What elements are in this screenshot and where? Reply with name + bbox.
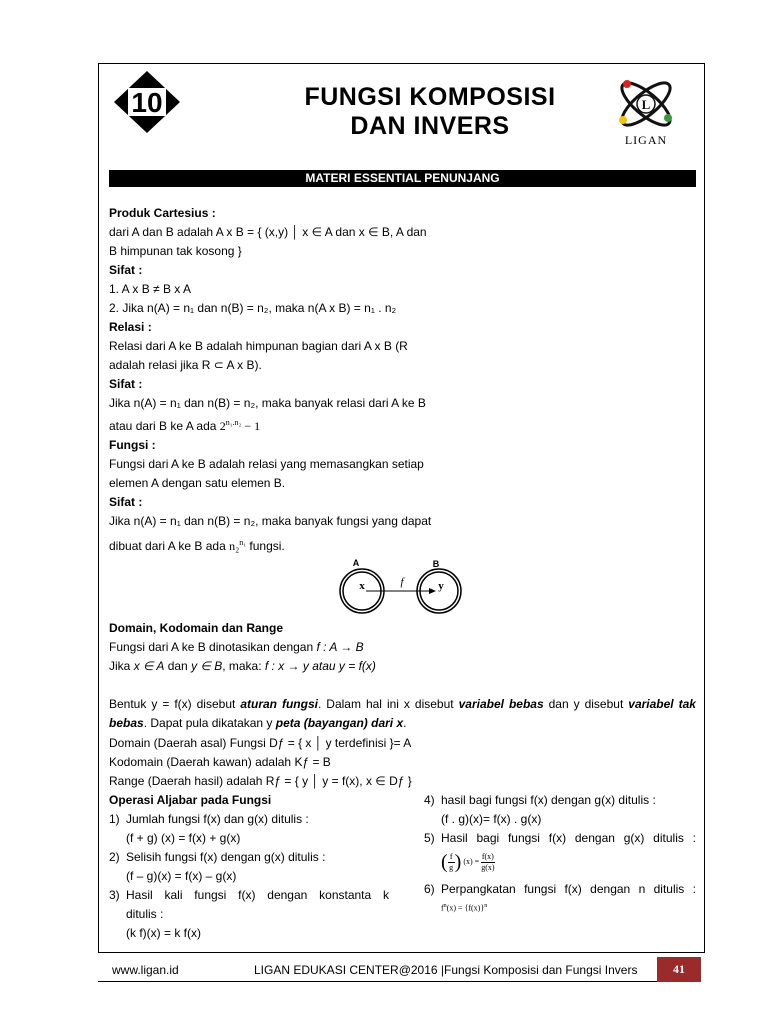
logo-text: LIGAN [624, 133, 668, 147]
power-base: f [441, 903, 444, 913]
operasi-heading: Operasi Aljabar pada Fungsi [109, 793, 272, 807]
domain-heading: Domain, Kodomain dan Range [109, 621, 284, 635]
list-item [424, 829, 696, 848]
list-item [109, 886, 389, 905]
left-column-content [109, 204, 449, 556]
relasi-sifat-line-1: Jika n(A) = n₁ dan n(B) = n₂, maka banyak relasi dari A ke B [109, 396, 426, 410]
bentuk-t1: Bentuk y = f(x) disebut [109, 697, 241, 711]
relasi-line-2: adalah relasi jika R ⊂ A x B). [109, 358, 262, 372]
chapter-diamond-icon [113, 70, 181, 134]
fraction-f: f [449, 851, 453, 861]
kodomain-definition: Kodomain (Daerah kawan) adalah Kƒ = B [109, 755, 331, 769]
relasi-formula-exp: n₁.n₂ [225, 418, 242, 427]
bentuk-paragraph [109, 695, 696, 733]
list-item [424, 880, 696, 899]
relasi-sifat-heading: Sifat : [109, 377, 143, 391]
ligan-logo [611, 76, 681, 148]
item-formula: (k f)(x) = k f(x) [126, 926, 201, 940]
domain-line-2 [109, 657, 376, 676]
relasi-heading: Relasi : [109, 320, 152, 334]
produk-line-2: B himpunan tak kosong } [109, 244, 242, 258]
operasi-list-left [109, 791, 389, 943]
chapter-number: 10 [131, 87, 163, 118]
list-item [424, 791, 696, 810]
bentuk-t5: dan y disebut [543, 697, 629, 711]
fungsi-line-1: Fungsi dari A ke B adalah relasi yang memasangkan setiap [109, 457, 424, 471]
domain-line-2-math-1: x ∈ A [133, 659, 165, 673]
chapter-badge [113, 70, 181, 134]
footer-text: LIGAN EDUKASI CENTER@2016 |Fungsi Komposisi dan Fungsi Invers [254, 963, 638, 977]
operasi-list-right [424, 791, 696, 916]
power-mid: (x) = {f(x)} [446, 903, 485, 913]
list-item [109, 848, 389, 867]
item-text: Jumlah fungsi f(x) dan g(x) ditulis : [126, 812, 309, 826]
fungsi-sifat-heading: Sifat : [109, 495, 143, 509]
mapping-diagram [330, 556, 470, 618]
yellow-dot-icon [619, 116, 627, 124]
fungsi-heading: Fungsi : [109, 438, 156, 452]
item-formula: ( f g ) (x) = $\frac{f(x)}{g(x)}$ [441, 851, 495, 873]
item-number: 4) [424, 793, 435, 807]
fraction-den: g(x) [481, 862, 495, 872]
item-text: hasil bagi fungsi f(x) dengan g(x) ditulis : [441, 793, 656, 807]
page-number: 41 [657, 957, 701, 982]
item-text: Hasil bagi fungsi f(x) dengan g(x) ditulis : [441, 831, 696, 845]
bentuk-t3: . Dalam hal ini x disebut [317, 697, 459, 711]
item-number: 2) [109, 850, 120, 864]
relasi-formula [220, 419, 260, 433]
logo-letter: L [641, 97, 651, 112]
bentuk-t4: variabel bebas [458, 697, 544, 711]
fungsi-line-2: elemen A dengan satu elemen B. [109, 476, 286, 490]
domain-line-2-mid: dan [164, 659, 192, 673]
section-banner: MATERI ESSENTIAL PENUNJANG [109, 170, 696, 187]
fraction-g: g [449, 862, 454, 872]
bentuk-t9: . [403, 716, 407, 730]
domain-line-2-maka: , maka: [222, 659, 265, 673]
fungsi-formula-base: n₂ [229, 539, 240, 553]
item-number: 3) [109, 888, 120, 902]
item-formula: (f . g)(x)= f(x) . g(x) [441, 812, 542, 826]
range-definition: Range (Daerah hasil) adalah Rƒ = { y │ y = f(x), x ∈ Dƒ } [109, 774, 412, 788]
domain-line-1-text: Fungsi dari A ke B dinotasikan dengan [109, 640, 317, 654]
list-item [109, 810, 389, 829]
title-line-2: DAN INVERS [350, 112, 510, 140]
item-formula: (f – g)(x) = f(x) – g(x) [126, 869, 237, 883]
fungsi-formula-exp: n₁ [239, 538, 247, 547]
title-line-1: FUNGSI KOMPOSISI [304, 83, 556, 111]
element-y: y [438, 580, 444, 592]
footer-rule [98, 981, 657, 982]
item-formula: (f + g) (x) = f(x) + g(x) [126, 831, 241, 845]
item-number: 6) [424, 882, 435, 896]
item-number: 1) [109, 812, 120, 826]
power-exp: n [443, 903, 447, 909]
bentuk-t7: . Dapat pula dikatakan y [143, 716, 276, 730]
set-b-label: B [432, 559, 440, 569]
produk-sifat-2: 2. Jika n(A) = n₁ dan n(B) = n₂, maka n(A x B) = n₁ . n₂ [109, 301, 397, 315]
function-f-label: f [400, 576, 404, 588]
fungsi-formula-tail: fungsi. [246, 539, 285, 553]
bentuk-t6: variabel tak bebas [109, 697, 696, 730]
item-formula [424, 899, 696, 916]
fungsi-formula [229, 539, 246, 553]
power-exp-2: n [484, 903, 488, 909]
domain-line-2-math-2: y ∈ B [191, 659, 223, 673]
fungsi-sifat-text: dibuat dari A ke B ada [109, 539, 230, 553]
domain-line-2-math-3: f : x → y atau y = f(x) [264, 659, 376, 673]
item-text: Selisih fungsi f(x) dengan g(x) ditulis : [126, 850, 326, 864]
domain-line-1 [109, 638, 364, 657]
relasi-sifat-text: atau dari B ke A ada [109, 419, 220, 433]
relasi-formula-tail: − 1 [241, 419, 261, 433]
produk-line-1: dari A dan B adalah A x B = { (x,y) │ x ∈ A dan x ∈ B, A dan [109, 225, 427, 239]
footer-url[interactable]: www.ligan.id [112, 963, 179, 977]
page-title [250, 83, 610, 141]
item-text: Hasil kali fungsi f(x) dengan konstanta k [126, 888, 389, 902]
produk-sifat-1: 1. A x B ≠ B x A [109, 282, 191, 296]
domain-line-2-pre: Jika [109, 659, 134, 673]
item-text: Perpangkatan fungsi f(x) dengan n ditulis : [441, 882, 696, 896]
ligan-atom-icon [611, 76, 681, 132]
formula-mid: (x) = [463, 857, 480, 866]
item-number: 5) [424, 831, 435, 845]
item-text-continued: ditulis : [126, 907, 164, 921]
relasi-sifat-line-2 [109, 413, 449, 436]
fungsi-sifat-line-1: Jika n(A) = n₁ dan n(B) = n₂, maka banyak fungsi yang dapat [109, 514, 432, 528]
domain-definition: Domain (Daerah asal) Fungsi Dƒ = { x │ y terdefinisi }= A [109, 736, 412, 750]
relasi-formula-base: 2 [219, 419, 226, 433]
element-x: x [359, 580, 365, 592]
domain-line-1-math: f : A → B [316, 640, 364, 654]
green-dot-icon [664, 114, 672, 122]
fraction-num: f(x) [481, 851, 494, 861]
relasi-line-1: Relasi dari A ke B adalah himpunan bagian dari A x B (R [109, 339, 408, 353]
bentuk-t8: peta (bayangan) dari x [275, 716, 404, 730]
bentuk-t2: aturan fungsi [240, 697, 318, 711]
red-dot-icon [623, 80, 631, 88]
produk-sifat-heading: Sifat : [109, 263, 143, 277]
fungsi-sifat-line-2 [109, 533, 449, 556]
set-a-label: A [352, 558, 360, 568]
produk-heading: Produk Cartesius : [109, 206, 216, 220]
arrow-head-icon [429, 588, 436, 594]
